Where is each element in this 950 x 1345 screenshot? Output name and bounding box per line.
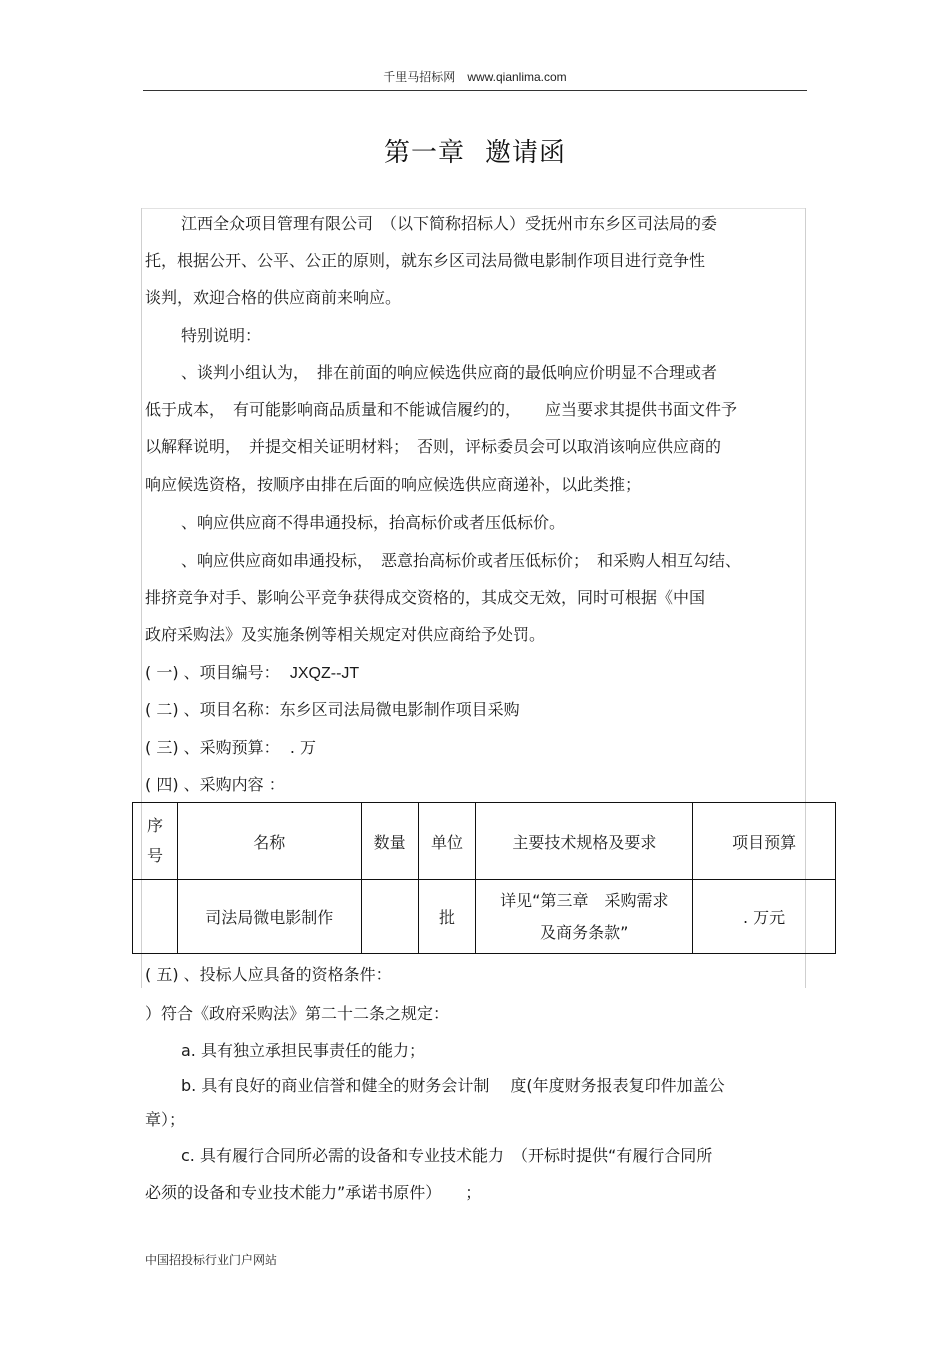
header-seq-line-1: 序 xyxy=(146,816,163,835)
item-project-name xyxy=(145,700,805,720)
header-qty: 数量 xyxy=(361,803,418,880)
intro-line-3: 谈判，欢迎合格的供应商前来响应。 xyxy=(145,288,402,307)
note-3-line-3: 政府采购法》及实施条例等相关规定对供应商给予处罚。 xyxy=(145,625,546,644)
page-title xyxy=(0,132,950,169)
header-unit: 单位 xyxy=(418,803,476,880)
item-qualifications: ( 五) 、投标人应具备的资格条件： xyxy=(145,965,392,984)
header-spec: 主要技术规格及要求 xyxy=(476,803,693,880)
qualification-b-line-1: b. 具有良好的商业信誉和健全的财务会计制 度(年度财务报表复印件加盖公 xyxy=(181,1076,725,1095)
qualification-c-line-1: c. 具有履行合同所必需的设备和专业技术能力 （开标时提供“有履行合同所 xyxy=(181,1146,713,1165)
item-budget xyxy=(145,738,805,758)
cell-spec-line-2: 及商务条款” xyxy=(540,922,629,942)
cell-unit: 批 xyxy=(418,880,476,954)
site-name: 千里马招标网 xyxy=(383,70,456,84)
item-procurement-content: ( 四) 、采购内容 ： xyxy=(145,775,285,794)
qualification-a: a. 具有独立承担民事责任的能力； xyxy=(181,1041,425,1060)
special-notes-title: 特别说明： xyxy=(181,326,262,345)
project-number-label: ( 一) 、项目编号： xyxy=(145,663,280,682)
header-divider xyxy=(143,90,807,91)
intro-line-2: 托，根据公开、公平、公正的原则，就东乡区司法局微电影制作项目进行竞争性 xyxy=(145,251,706,270)
note-1-line-1: 、谈判小组认为， 排在前面的响应候选供应商的最低响应价明显不合理或者 xyxy=(181,363,718,382)
table-header-row xyxy=(133,803,836,880)
page-footer: 中国招投标行业门户网站 xyxy=(145,1253,278,1267)
note-3-line-2: 排挤竞争对手、影响公平竞争获得成交资格的，其成交无效，同时可根据《中国 xyxy=(145,588,706,607)
budget-label: ( 三) 、采购预算： xyxy=(145,738,280,757)
table-row xyxy=(133,880,836,954)
chapter-name: 邀请函 xyxy=(485,138,567,168)
note-1-line-4: 响应候选资格，按顺序由排在后面的响应候选供应商递补，以此类推； xyxy=(145,475,642,494)
cell-spec xyxy=(476,880,693,954)
cell-budget: . 万元 xyxy=(693,880,836,954)
chapter-number: 第一章 xyxy=(383,138,465,168)
project-name-value: 东乡区司法局微电影制作项目采购 xyxy=(279,700,520,719)
page-header xyxy=(0,68,950,85)
procurement-table xyxy=(132,802,836,954)
qualification-1: ）符合《政府采购法》第二十二条之规定： xyxy=(145,1004,450,1023)
header-budget: 项目预算 xyxy=(693,803,836,880)
cell-qty xyxy=(361,880,418,954)
budget-value: . 万 xyxy=(289,738,317,757)
cell-name: 司法局微电影制作 xyxy=(177,880,361,954)
intro-line-1: 江西全众项目管理有限公司 （以下简称招标人）受抚州市东乡区司法局的委 xyxy=(181,214,718,233)
header-name: 名称 xyxy=(177,803,361,880)
project-name-label: ( 二) 、项目名称： xyxy=(145,700,280,719)
cell-seq xyxy=(133,880,178,954)
cell-spec-line-1: 详见“第三章 采购需求 xyxy=(500,890,669,910)
content-frame-top xyxy=(141,208,805,209)
header-seq xyxy=(133,803,178,880)
note-1-line-3: 以解释说明， 并提交相关证明材料； 否则，评标委员会可以取消该响应供应商的 xyxy=(145,437,722,456)
note-3-line-1: 、响应供应商如串通投标， 恶意抬高标价或者压低标价； 和采购人相互勾结、 xyxy=(181,551,742,570)
note-1-line-2: 低于成本， 有可能影响商品质量和不能诚信履约的， 应当要求其提供书面文件予 xyxy=(145,400,738,419)
site-url[interactable]: www.qianlima.com xyxy=(467,70,567,84)
qualification-b-line-2: 章）； xyxy=(145,1110,186,1129)
project-number-value: JXQZ--JT xyxy=(289,665,360,682)
note-2: 、响应供应商不得串通投标，抬高标价或者压低标价。 xyxy=(181,513,566,532)
qualification-c-line-2: 必须的设备和专业技术能力”承诺书原件） ； xyxy=(145,1183,482,1202)
item-project-number xyxy=(145,663,805,684)
header-seq-line-2: 号 xyxy=(146,846,163,865)
